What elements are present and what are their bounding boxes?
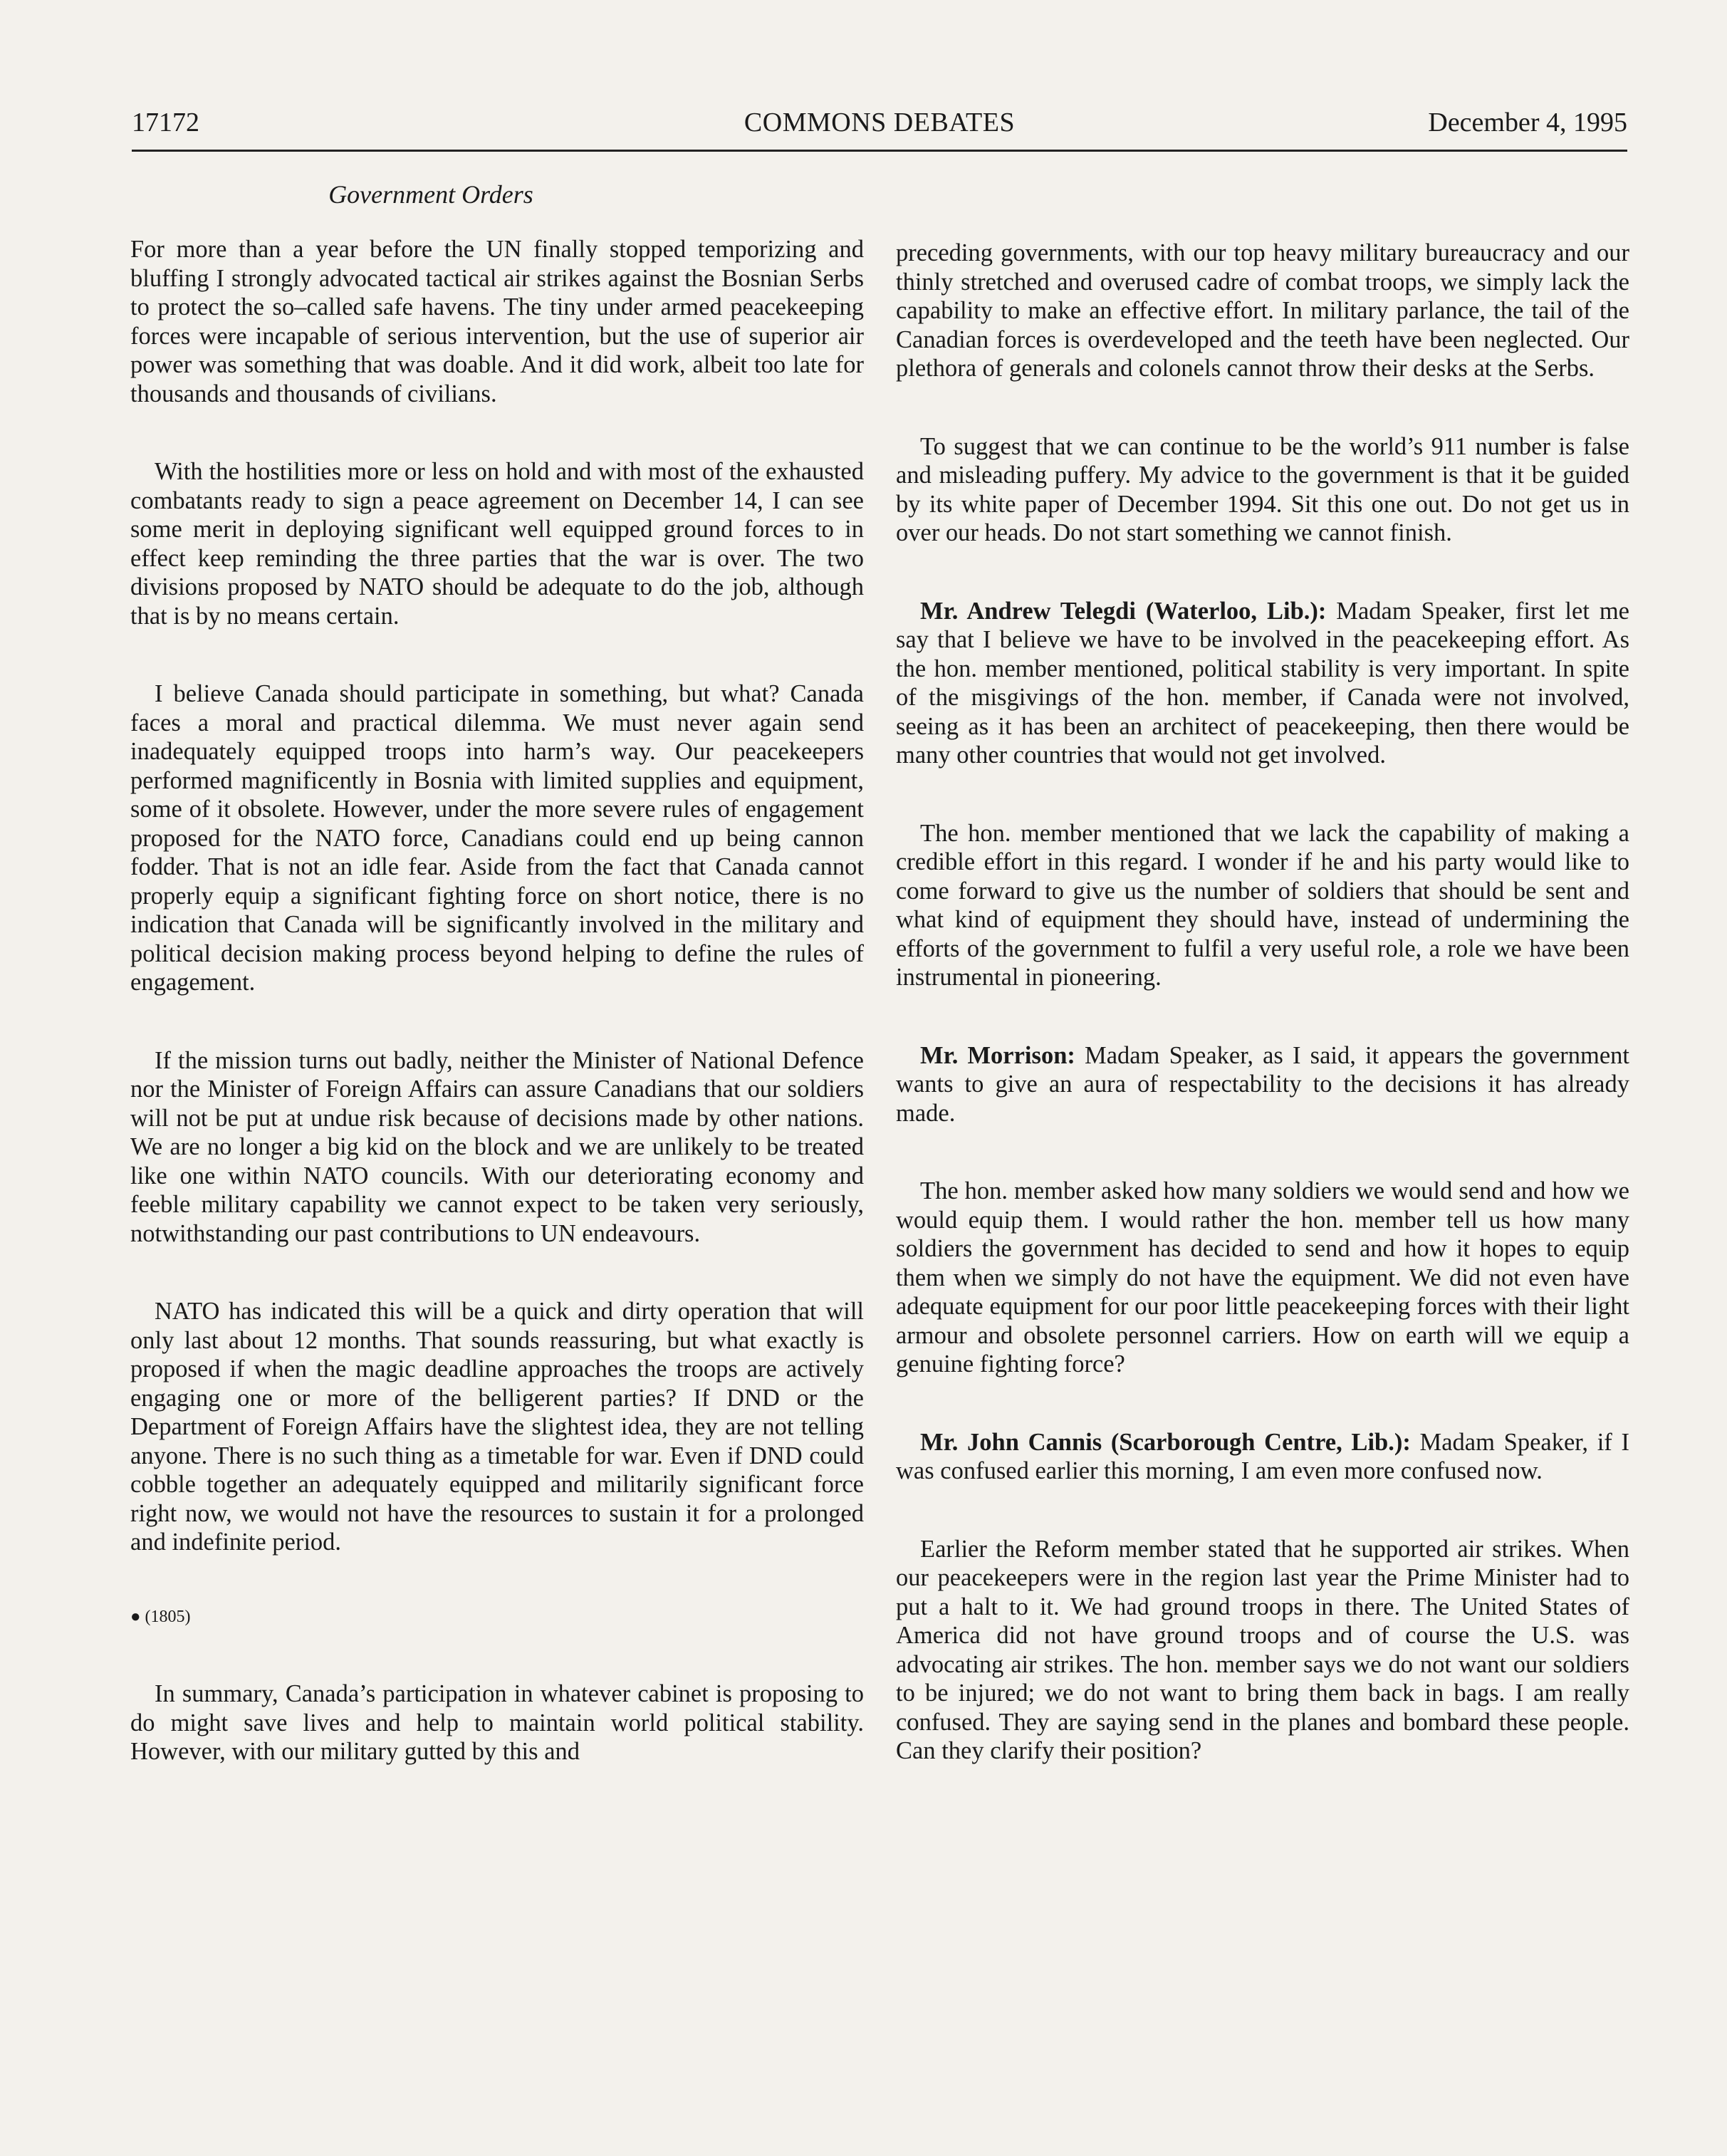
speech-text: Madam Speaker, first let me say that I believe we have to be involved in the peacekeeping effort. As the hon. member mentioned, political stability is very important. In spite of the misgivings of the hon. member, if Canada were not involved, seeing as it has been an architect of peacekeeping, then there would be many other countries that would not get involved.: [896, 597, 1629, 769]
paragraph: With the hostilities more or less on hold and with most of the exhausted combatants ready to sign a peace agreement on December 14, I can see some merit in deploying significant well equipped ground forces to in effect keep reminding the three parties that the war is over. The two divisions proposed by NATO should be adequate to do the job, although that is by no means certain.: [130, 458, 864, 630]
left-column: [130, 235, 864, 1766]
page-header: [132, 107, 1627, 150]
speech-text: Madam Speaker, if I was confused earlier this morning, I am even more confused now.: [896, 1428, 1630, 1484]
speech-paragraph: [896, 1428, 1629, 1486]
publication-date: December 4, 1995: [1428, 108, 1627, 137]
paragraph: If the mission turns out badly, neither the Minister of National Defence nor the Minister of Foreign Affairs can assure Canadians that our soldiers will not be put at undue risk because of decisions made by other nations. We are no longer a big kid on the block and we are unlikely to be treated like one within NATO councils. With our deteriorating economy and feeble military capability we cannot expect to be taken very seriously, notwithstanding our past contributions to UN endeavours.: [130, 1046, 864, 1247]
page-number: 17172: [132, 108, 199, 137]
paragraph: preceding governments, with our top heavy military bureaucracy and our thinly stretched and overused cadre of combat troops, we simply lack the capability to make an effective effort. In military parlance, the tail of the Canadian forces is overdeveloped and the teeth have been neglected. Our plethora of generals and colonels cannot throw their desks at the Serbs.: [896, 239, 1629, 382]
right-column: [896, 239, 1629, 1766]
paragraph: To suggest that we can continue to be the world’s 911 number is false and misleading puffery. My advice to the government is that it be guided by its white paper of December 1994. Sit this one out. Do not get us in over our heads. Do not start something we cannot finish.: [896, 432, 1629, 546]
speaker-name: Mr. John Cannis (Scarborough Centre, Lib.):: [920, 1428, 1411, 1456]
paragraph: In summary, Canada’s participation in whatever cabinet is proposing to do might save lives and help to maintain world political stability. However, with our military gutted by this and: [130, 1680, 864, 1765]
speech-paragraph: [896, 597, 1629, 770]
speech-text: Madam Speaker, as I said, it appears the government wants to give an aura of respectability to the decisions it has already made.: [896, 1041, 1629, 1127]
time-marker: ● (1805): [130, 1607, 191, 1626]
speaker-name: Mr. Morrison:: [920, 1041, 1075, 1069]
section-title: Government Orders: [328, 180, 533, 209]
paragraph: I believe Canada should participate in something, but what? Canada faces a moral and practical dilemma. We must never again send inadequately equipped troops into harm’s way. Our peacekeepers performed magnificently in Bosnia with limited supplies and equipment, some of it obsolete. However, under the more severe rules of engagement proposed for the NATO force, Canadians could end up being cannon fodder. That is not an idle fear. Aside from the fact that Canada cannot properly equip a significant fighting force on short notice, there is no indication that Canada will be significantly involved in the military and political decision making process beyond helping to define the rules of engagement.: [130, 680, 864, 996]
paragraph: The hon. member mentioned that we lack the capability of making a credible effort in this regard. I wonder if he and his party would like to come forward to give us the number of soldiers that should be sent and what kind of equipment they should have, instead of undermining the efforts of the government to fulfil a very useful role, a role we have been instrumental in pioneering.: [896, 819, 1629, 991]
paragraph: NATO has indicated this will be a quick and dirty operation that will only last about 12 months. That sounds reassuring, but what exactly is proposed if when the magic deadline approaches the troops are actively engaging one or more of the belligerent parties? If DND or the Department of Foreign Affairs have the slightest idea, they are not telling anyone. There is no such thing as a timetable for war. Even if DND could cobble together an adequately equipped and militarily significant force right now, we would not have the resources to sustain it for a prolonged and indefinite period.: [130, 1298, 864, 1556]
header-rule: [132, 150, 1627, 152]
publication-title: COMMONS DEBATES: [744, 108, 1016, 137]
speaker-name: Mr. Andrew Telegdi (Waterloo, Lib.):: [920, 597, 1327, 625]
speech-paragraph: [896, 1041, 1629, 1128]
paragraph: Earlier the Reform member stated that he supported air strikes. When our peacekeepers were in the region last year the Prime Minister had to put a halt to it. We had ground troops in there. The United States of America did not have ground troops and of course the U.S. was advocating air strikes. The hon. member says we do not want our soldiers to be injured; we do not want to bring them back in bags. I am really confused. They are saying send in the planes and bombard these people. Can they clarify their position?: [896, 1535, 1629, 1764]
paragraph: For more than a year before the UN finally stopped temporizing and bluffing I strongly advocated tactical air strikes against the Bosnian Serbs to protect the so–called safe havens. The tiny under armed peacekeeping forces were incapable of serious intervention, but the use of superior air power was something that was doable. And it did work, albeit too late for thousands and thousands of civilians.: [130, 236, 864, 407]
paragraph: The hon. member asked how many soldiers we would send and how we would equip them. I would rather the hon. member tell us how many soldiers the government has decided to send and how it hopes to equip them when we simply do not have the equipment. We did not even have adequate equipment for our poor little peacekeeping forces with their light armour and obsolete personnel carriers. How on earth will we equip a genuine fighting force?: [896, 1177, 1629, 1378]
